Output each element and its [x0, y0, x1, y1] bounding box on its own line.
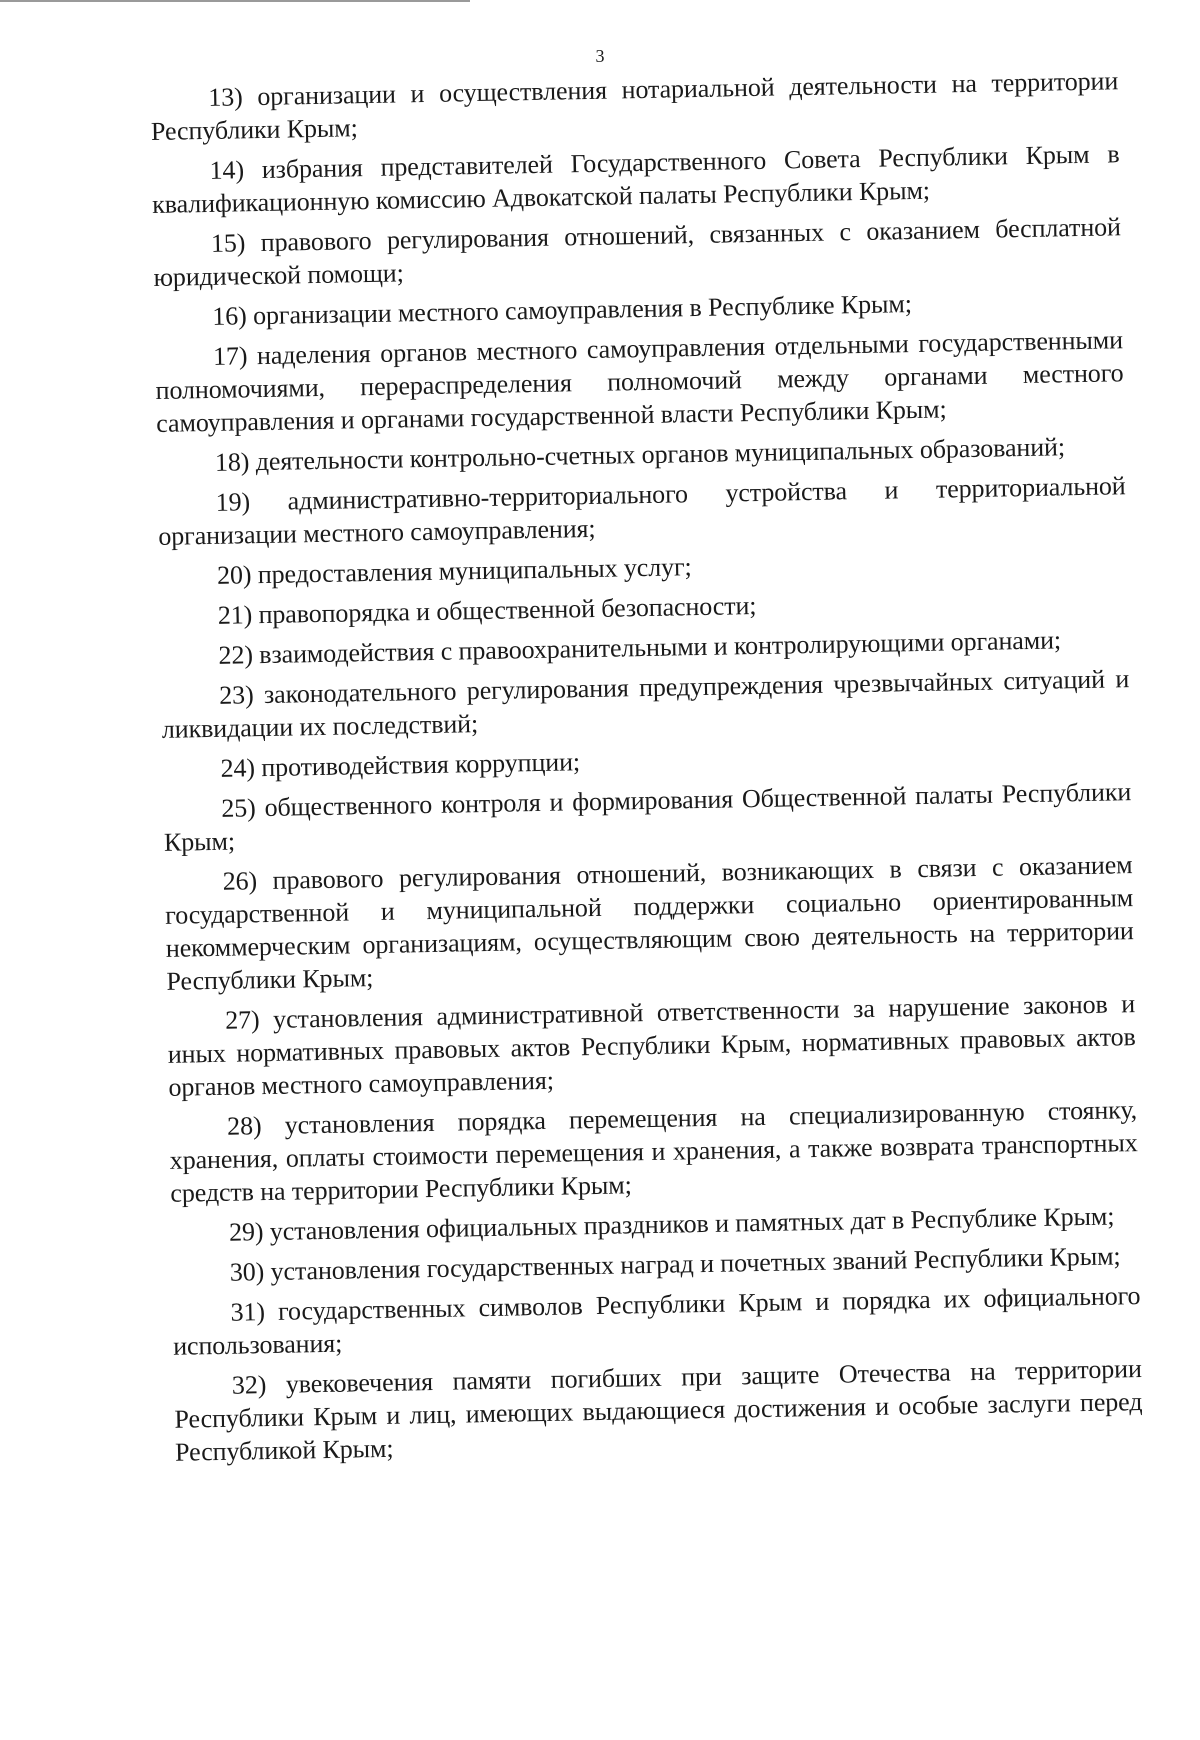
list-item: 29) установления официальных праздников и памятных дат в Республике Крым;: [228, 1201, 1115, 1247]
list-item: 23) законодательного регулирования предупреждения чрезвычайных ситуаций и ликвидации их последствий;: [161, 664, 1130, 744]
list-item: 26) правового регулирования отношений, возникающих в связи с оказанием государственной и муниципальной поддержки социально ориентированным некоммерческим организациям, осуществляющим свою деятельность на территории Республики Крым;: [165, 850, 1134, 996]
list-item: 30) установления государственных наград и почетных званий Республики Крым;: [229, 1241, 1121, 1287]
list-item: 22) взаимодействия с правоохранительными и контролирующими органами;: [218, 625, 1062, 670]
list-item: 28) установления порядка перемещения на специализированную стоянку, хранения, оплаты стоимости перемещения и хранения, а также возврата транспортных средств на территории Республики Крым;: [169, 1095, 1138, 1208]
list-item: 18) деятельности контрольно-счетных органов муниципальных образований;: [214, 432, 1066, 477]
page-number: 3: [595, 46, 605, 66]
scan-edge-line: [0, 0, 470, 2]
list-item: 13) организации и осуществления нотариальной деятельности на территории Республики Крым;: [150, 66, 1119, 146]
list-item: 19) административно-территориального устройства и территориальной организации местного самоуправления;: [158, 471, 1126, 551]
list-item: 27) установления административной ответственности за нарушение законов и иных нормативных правовых актов Республики Крым, нормативных правовых актов органов местного самоуправления;: [167, 989, 1136, 1102]
list-item: 15) правового регулирования отношений, связанных с оказанием бесплатной юридической помощи;: [153, 212, 1122, 292]
list-item: 16) организации местного самоуправления в Республике Крым;: [212, 289, 913, 331]
document-body: [150, 64, 1143, 1476]
list-item: 24) противодействия коррупции;: [220, 747, 581, 783]
list-item: 20) предоставления муниципальных услуг;: [216, 552, 692, 590]
list-item: 31) государственных символов Республики Крым и порядка их официального использования;: [172, 1281, 1141, 1361]
list-item: 25) общественного контроля и формирования Общественной палаты Республики Крым;: [163, 777, 1132, 857]
list-item: 17) наделения органов местного самоуправления отдельными государственными полномочиями, перераспределения полномочий между органами местного самоуправления и органами государственной власти Республики Крым;: [155, 325, 1124, 438]
list-item: 14) избрания представителей Государственного Совета Республики Крым в квалификационную комиссию Адвокатской палаты Республики Крым;: [151, 139, 1120, 219]
list-item: 32) увековечения памяти погибших при защите Отечества на территории Республики Крым и лиц, имеющих выдающиеся достижения и особые заслуги перед Республикой Крым;: [174, 1354, 1143, 1467]
list-item: 21) правопорядка и общественной безопасности;: [217, 590, 757, 630]
